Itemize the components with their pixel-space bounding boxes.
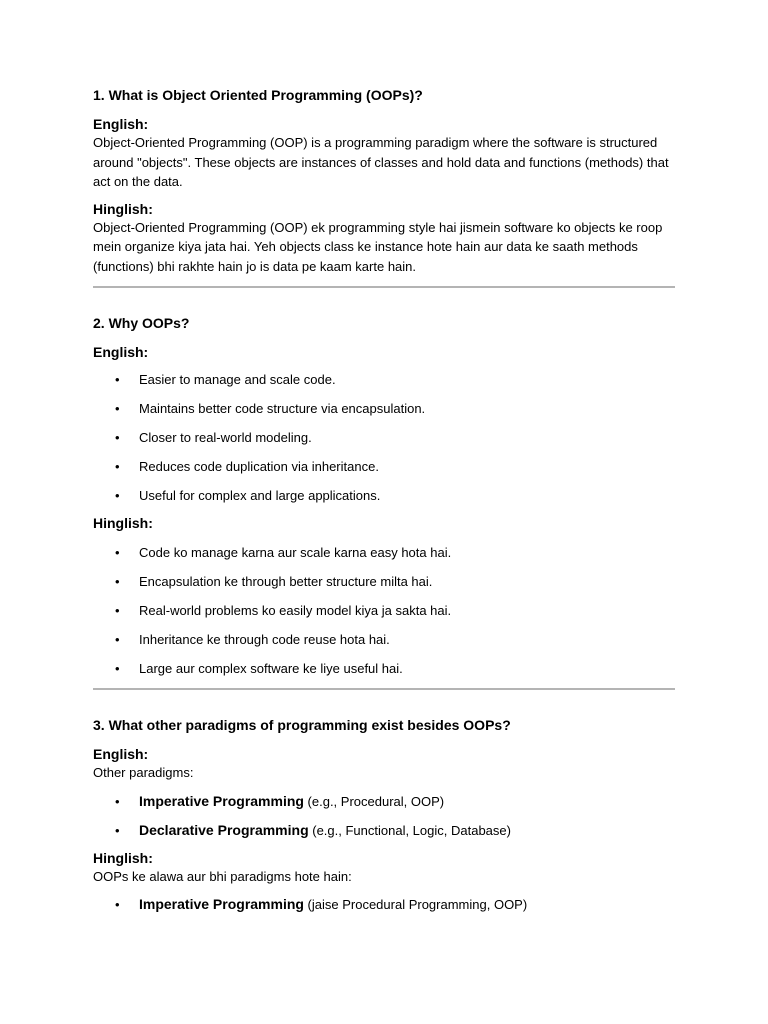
bullet-icon: • <box>115 661 120 676</box>
section-3-english-intro: Other paradigms: <box>93 765 194 780</box>
list-item-text: Encapsulation ke through better structure milta hai. <box>139 574 433 589</box>
section-1 <box>93 0 675 288</box>
section-2 <box>93 288 675 690</box>
section-2-title: 2. Why OOPs? <box>93 315 190 331</box>
section-2-english-list <box>93 370 675 505</box>
list-item <box>93 457 675 476</box>
list-item-text: Maintains better code structure via encapsulation. <box>139 401 426 416</box>
list-item <box>93 428 675 447</box>
bullet-icon: • <box>115 372 120 387</box>
section-1-hinglish-label: Hinglish: <box>93 200 153 217</box>
list-item <box>93 486 675 505</box>
section-1-title: 1. What is Object Oriented Programming (OOPs)? <box>93 87 423 103</box>
list-item <box>93 792 675 811</box>
list-item <box>93 630 675 649</box>
list-item <box>93 370 675 389</box>
bullet-icon: • <box>115 574 120 589</box>
list-item-text: (e.g., Functional, Logic, Database) <box>308 822 511 838</box>
list-item-text: Large aur complex software ke liye useful hai. <box>139 661 403 676</box>
section-1-english-text: Object-Oriented Programming (OOP) is a programming paradigm where the software is structured around "objects". These objects are instances of classes and hold data and functions (methods) that act on the data. <box>93 135 669 189</box>
section-2-hinglish-label: Hinglish: <box>93 515 153 531</box>
document-content <box>93 0 675 914</box>
list-item <box>93 895 675 914</box>
section-3-hinglish-label: Hinglish: <box>93 849 153 866</box>
bullet-icon: • <box>115 401 120 416</box>
list-item-text: (jaise Procedural Programming, OOP) <box>303 897 528 912</box>
section-1-hinglish-text: Object-Oriented Programming (OOP) ek programming style hai jismein software ko objects ke roop mein organize kiya jata hai. Yeh objects class ke instance hote hain aur data ke saath methods (functions) bhi rakhte hain jo is data pe kaam karte hain. <box>93 219 663 274</box>
list-item <box>93 601 675 620</box>
list-item <box>93 399 675 418</box>
list-item-term: Imperative Programming <box>139 896 304 912</box>
list-item <box>93 543 675 562</box>
section-1-english-label: English: <box>93 116 149 132</box>
list-item-text: Closer to real-world modeling. <box>139 430 312 445</box>
section-3-english-label: English: <box>93 746 149 762</box>
section-2-hinglish-list <box>93 543 675 678</box>
list-item-text: Easier to manage and scale code. <box>139 372 336 387</box>
bullet-icon: • <box>115 545 120 560</box>
bullet-icon: • <box>115 793 120 809</box>
bullet-icon: • <box>115 632 120 647</box>
list-item-text: Real-world problems ko easily model kiya ja sakta hai. <box>139 603 452 618</box>
section-3-hinglish-list <box>93 895 675 914</box>
list-item-text: Useful for complex and large applications. <box>139 488 381 503</box>
list-item-term: Imperative Programming <box>139 792 304 809</box>
bullet-icon: • <box>115 603 120 618</box>
bullet-icon: • <box>115 488 120 503</box>
section-3 <box>93 690 675 914</box>
list-item-text: Reduces code duplication via inheritance. <box>139 459 379 474</box>
bullet-icon: • <box>115 822 120 838</box>
list-item <box>93 821 675 840</box>
section-3-hinglish-intro: OOPs ke alawa aur bhi paradigms hote hain: <box>93 868 352 884</box>
list-item <box>93 659 675 678</box>
bullet-icon: • <box>115 897 120 912</box>
list-item-text: Inheritance ke through code reuse hota hai. <box>139 632 390 647</box>
bullet-icon: • <box>115 459 120 474</box>
list-item <box>93 572 675 591</box>
list-item-text: (e.g., Procedural, OOP) <box>303 793 445 809</box>
section-3-english-list <box>93 792 675 840</box>
list-item-term: Declarative Programming <box>139 821 309 838</box>
section-3-title: 3. What other paradigms of programming exist besides OOPs? <box>93 717 511 733</box>
bullet-icon: • <box>115 430 120 445</box>
section-2-english-label: English: <box>93 344 149 360</box>
list-item-text: Code ko manage karna aur scale karna easy hota hai. <box>139 545 452 560</box>
